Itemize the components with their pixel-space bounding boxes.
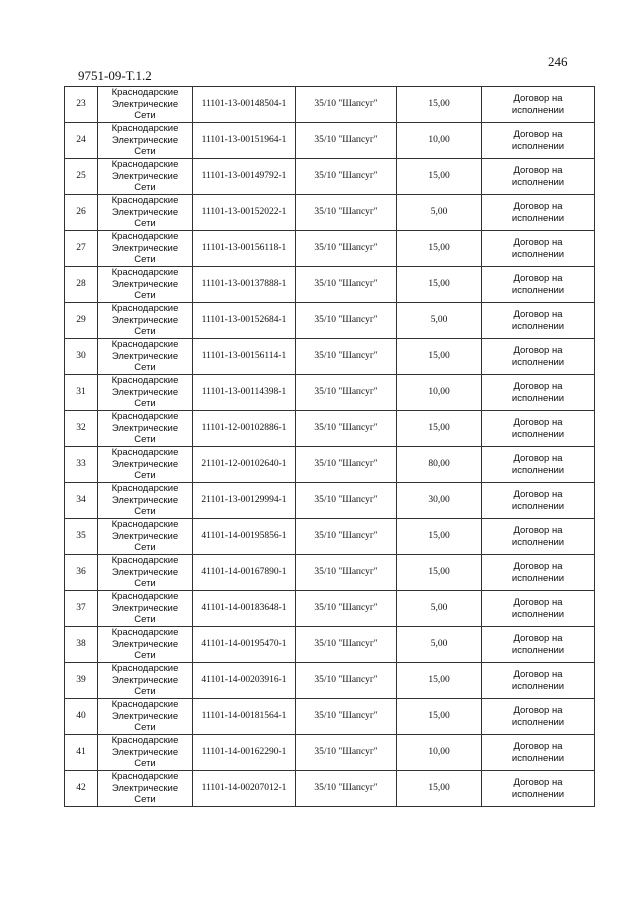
status-line: исполнении xyxy=(511,572,565,584)
row-number-cell: 28 xyxy=(65,267,98,303)
organization-line: Электрические xyxy=(111,746,179,758)
row-number-cell: 41 xyxy=(65,735,98,771)
power-value-cell: 30,00 xyxy=(397,483,482,519)
organization-line: Краснодарские xyxy=(111,159,179,171)
status-cell xyxy=(482,771,595,807)
organization-line: Сети xyxy=(134,794,156,806)
status-line: исполнении xyxy=(511,392,565,404)
status-cell xyxy=(482,375,595,411)
row-number-cell: 39 xyxy=(65,663,98,699)
row-number-cell: 34 xyxy=(65,483,98,519)
organization-cell xyxy=(98,267,193,303)
organization-line: Сети xyxy=(134,326,156,338)
organization-line: Краснодарские xyxy=(111,627,179,639)
application-code-cell: 11101-13-00149792-1 xyxy=(193,159,296,195)
status-line: Договор на xyxy=(513,416,563,428)
status-cell xyxy=(482,123,595,159)
organization-line: Краснодарские xyxy=(111,339,179,351)
status-line: исполнении xyxy=(511,356,565,368)
row-number-cell: 30 xyxy=(65,339,98,375)
organization-line: Сети xyxy=(134,506,156,518)
substation-cell: 35/10 "Шапсуг" xyxy=(296,303,397,339)
row-number-cell: 26 xyxy=(65,195,98,231)
power-value-cell: 15,00 xyxy=(397,663,482,699)
substation-cell: 35/10 "Шапсуг" xyxy=(296,771,397,807)
status-cell xyxy=(482,627,595,663)
page-number: 246 xyxy=(548,54,568,69)
status-line: Договор на xyxy=(513,632,563,644)
table-row xyxy=(65,267,595,303)
organization-line: Электрические xyxy=(111,350,179,362)
status-line: Договор на xyxy=(513,668,563,680)
status-line: исполнении xyxy=(511,320,565,332)
row-number-cell: 37 xyxy=(65,591,98,627)
power-value-cell: 5,00 xyxy=(397,303,482,339)
substation-cell: 35/10 "Шапсуг" xyxy=(296,663,397,699)
application-code-cell: 11101-13-00156118-1 xyxy=(193,231,296,267)
organization-line: Сети xyxy=(134,614,156,626)
table-row xyxy=(65,627,595,663)
status-line: Договор на xyxy=(513,272,563,284)
organization-line: Краснодарские xyxy=(111,303,179,315)
organization-line: Сети xyxy=(134,110,156,122)
row-number-cell: 42 xyxy=(65,771,98,807)
status-line: Договор на xyxy=(513,128,563,140)
status-line: исполнении xyxy=(511,140,565,152)
organization-cell xyxy=(98,483,193,519)
organization-line: Сети xyxy=(134,434,156,446)
power-value-cell: 80,00 xyxy=(397,447,482,483)
power-value-cell: 5,00 xyxy=(397,591,482,627)
organization-line: Электрические xyxy=(111,386,179,398)
substation-cell: 35/10 "Шапсуг" xyxy=(296,339,397,375)
status-line: Договор на xyxy=(513,776,563,788)
status-cell xyxy=(482,591,595,627)
status-line: исполнении xyxy=(511,212,565,224)
organization-cell xyxy=(98,591,193,627)
status-line: исполнении xyxy=(511,284,565,296)
status-line: Договор на xyxy=(513,488,563,500)
substation-cell: 35/10 "Шапсуг" xyxy=(296,87,397,123)
organization-cell xyxy=(98,195,193,231)
substation-cell: 35/10 "Шапсуг" xyxy=(296,699,397,735)
status-line: исполнении xyxy=(511,752,565,764)
organization-cell xyxy=(98,339,193,375)
organization-line: Краснодарские xyxy=(111,375,179,387)
table-row xyxy=(65,123,595,159)
status-line: Договор на xyxy=(513,596,563,608)
table-row xyxy=(65,159,595,195)
status-line: исполнении xyxy=(511,644,565,656)
row-number-cell: 29 xyxy=(65,303,98,339)
status-cell xyxy=(482,231,595,267)
organization-cell xyxy=(98,87,193,123)
organization-line: Краснодарские xyxy=(111,411,179,423)
organization-line: Краснодарские xyxy=(111,663,179,675)
power-value-cell: 5,00 xyxy=(397,195,482,231)
connection-register-table xyxy=(64,86,595,807)
organization-cell xyxy=(98,663,193,699)
status-line: исполнении xyxy=(511,608,565,620)
row-number-cell: 35 xyxy=(65,519,98,555)
organization-line: Сети xyxy=(134,542,156,554)
power-value-cell: 15,00 xyxy=(397,339,482,375)
table-row xyxy=(65,555,595,591)
organization-line: Краснодарские xyxy=(111,195,179,207)
organization-line: Краснодарские xyxy=(111,699,179,711)
substation-cell: 35/10 "Шапсуг" xyxy=(296,555,397,591)
organization-line: Краснодарские xyxy=(111,591,179,603)
organization-cell xyxy=(98,627,193,663)
status-cell xyxy=(482,159,595,195)
application-code-cell: 11101-13-00152022-1 xyxy=(193,195,296,231)
organization-line: Электрические xyxy=(111,494,179,506)
organization-cell xyxy=(98,699,193,735)
substation-cell: 35/10 "Шапсуг" xyxy=(296,267,397,303)
status-line: Договор на xyxy=(513,380,563,392)
organization-cell xyxy=(98,771,193,807)
application-code-cell: 21101-12-00102640-1 xyxy=(193,447,296,483)
status-line: исполнении xyxy=(511,464,565,476)
table-row xyxy=(65,339,595,375)
status-cell xyxy=(482,519,595,555)
power-value-cell: 15,00 xyxy=(397,231,482,267)
power-value-cell: 15,00 xyxy=(397,159,482,195)
table-row xyxy=(65,663,595,699)
status-cell xyxy=(482,303,595,339)
status-line: Договор на xyxy=(513,560,563,572)
substation-cell: 35/10 "Шапсуг" xyxy=(296,195,397,231)
power-value-cell: 15,00 xyxy=(397,555,482,591)
application-code-cell: 41101-14-00195856-1 xyxy=(193,519,296,555)
status-cell xyxy=(482,339,595,375)
row-number-cell: 27 xyxy=(65,231,98,267)
organization-line: Сети xyxy=(134,182,156,194)
organization-line: Краснодарские xyxy=(111,735,179,747)
organization-line: Краснодарские xyxy=(111,483,179,495)
organization-line: Электрические xyxy=(111,314,179,326)
organization-line: Электрические xyxy=(111,782,179,794)
table-row xyxy=(65,375,595,411)
status-line: исполнении xyxy=(511,788,565,800)
row-number-cell: 25 xyxy=(65,159,98,195)
status-cell xyxy=(482,447,595,483)
power-value-cell: 15,00 xyxy=(397,411,482,447)
organization-line: Краснодарские xyxy=(111,231,179,243)
status-line: Договор на xyxy=(513,524,563,536)
table-row xyxy=(65,483,595,519)
status-line: исполнении xyxy=(511,104,565,116)
organization-line: Краснодарские xyxy=(111,123,179,135)
power-value-cell: 15,00 xyxy=(397,771,482,807)
organization-line: Сети xyxy=(134,578,156,590)
organization-cell xyxy=(98,123,193,159)
substation-cell: 35/10 "Шапсуг" xyxy=(296,627,397,663)
power-value-cell: 15,00 xyxy=(397,267,482,303)
table-row xyxy=(65,231,595,267)
organization-line: Краснодарские xyxy=(111,555,179,567)
organization-line: Сети xyxy=(134,470,156,482)
status-line: исполнении xyxy=(511,716,565,728)
application-code-cell: 11101-13-00156114-1 xyxy=(193,339,296,375)
power-value-cell: 5,00 xyxy=(397,627,482,663)
row-number-cell: 40 xyxy=(65,699,98,735)
organization-line: Сети xyxy=(134,254,156,266)
substation-cell: 35/10 "Шапсуг" xyxy=(296,123,397,159)
organization-line: Электрические xyxy=(111,566,179,578)
substation-cell: 35/10 "Шапсуг" xyxy=(296,483,397,519)
organization-line: Электрические xyxy=(111,242,179,254)
status-line: исполнении xyxy=(511,248,565,260)
power-value-cell: 15,00 xyxy=(397,699,482,735)
status-line: исполнении xyxy=(511,176,565,188)
row-number-cell: 24 xyxy=(65,123,98,159)
status-cell xyxy=(482,735,595,771)
organization-line: Сети xyxy=(134,758,156,770)
organization-cell xyxy=(98,159,193,195)
power-value-cell: 10,00 xyxy=(397,123,482,159)
status-line: Договор на xyxy=(513,740,563,752)
status-line: исполнении xyxy=(511,680,565,692)
organization-line: Электрические xyxy=(111,710,179,722)
organization-line: Электрические xyxy=(111,98,179,110)
application-code-cell: 11101-13-00151964-1 xyxy=(193,123,296,159)
organization-line: Сети xyxy=(134,686,156,698)
application-code-cell: 11101-13-00148504-1 xyxy=(193,87,296,123)
row-number-cell: 33 xyxy=(65,447,98,483)
organization-line: Краснодарские xyxy=(111,87,179,99)
table-row xyxy=(65,303,595,339)
status-line: Договор на xyxy=(513,92,563,104)
organization-cell xyxy=(98,555,193,591)
status-line: Договор на xyxy=(513,200,563,212)
organization-line: Краснодарские xyxy=(111,447,179,459)
status-line: исполнении xyxy=(511,536,565,548)
status-line: Договор на xyxy=(513,308,563,320)
table-body xyxy=(65,87,595,807)
document-code: 9751-09-Т.1.2 xyxy=(78,68,152,83)
application-code-cell: 21101-13-00129994-1 xyxy=(193,483,296,519)
status-line: Договор на xyxy=(513,452,563,464)
substation-cell: 35/10 "Шапсуг" xyxy=(296,447,397,483)
row-number-cell: 32 xyxy=(65,411,98,447)
status-cell xyxy=(482,663,595,699)
status-line: Договор на xyxy=(513,704,563,716)
organization-line: Электрические xyxy=(111,278,179,290)
status-cell xyxy=(482,267,595,303)
organization-cell xyxy=(98,411,193,447)
organization-cell xyxy=(98,303,193,339)
status-cell xyxy=(482,87,595,123)
organization-line: Электрические xyxy=(111,422,179,434)
organization-line: Электрические xyxy=(111,458,179,470)
organization-line: Краснодарские xyxy=(111,519,179,531)
substation-cell: 35/10 "Шапсуг" xyxy=(296,375,397,411)
organization-line: Электрические xyxy=(111,638,179,650)
status-line: Договор на xyxy=(513,236,563,248)
row-number-cell: 31 xyxy=(65,375,98,411)
organization-cell xyxy=(98,231,193,267)
organization-line: Краснодарские xyxy=(111,771,179,783)
organization-line: Сети xyxy=(134,650,156,662)
table-row xyxy=(65,411,595,447)
application-code-cell: 11101-14-00162290-1 xyxy=(193,735,296,771)
row-number-cell: 38 xyxy=(65,627,98,663)
substation-cell: 35/10 "Шапсуг" xyxy=(296,159,397,195)
application-code-cell: 41101-14-00203916-1 xyxy=(193,663,296,699)
organization-cell xyxy=(98,519,193,555)
power-value-cell: 15,00 xyxy=(397,87,482,123)
application-code-cell: 41101-14-00195470-1 xyxy=(193,627,296,663)
status-cell xyxy=(482,411,595,447)
application-code-cell: 11101-13-00137888-1 xyxy=(193,267,296,303)
table-row xyxy=(65,447,595,483)
application-code-cell: 11101-12-00102886-1 xyxy=(193,411,296,447)
organization-line: Сети xyxy=(134,398,156,410)
table-row xyxy=(65,699,595,735)
table-row xyxy=(65,771,595,807)
organization-line: Электрические xyxy=(111,134,179,146)
organization-line: Сети xyxy=(134,146,156,158)
table-row xyxy=(65,735,595,771)
application-code-cell: 11101-13-00114398-1 xyxy=(193,375,296,411)
table-row xyxy=(65,87,595,123)
row-number-cell: 23 xyxy=(65,87,98,123)
organization-line: Сети xyxy=(134,218,156,230)
organization-line: Электрические xyxy=(111,674,179,686)
organization-line: Электрические xyxy=(111,206,179,218)
substation-cell: 35/10 "Шапсуг" xyxy=(296,519,397,555)
status-cell xyxy=(482,483,595,519)
status-line: исполнении xyxy=(511,428,565,440)
application-code-cell: 11101-14-00181564-1 xyxy=(193,699,296,735)
organization-cell xyxy=(98,447,193,483)
organization-line: Электрические xyxy=(111,170,179,182)
power-value-cell: 15,00 xyxy=(397,519,482,555)
organization-cell xyxy=(98,375,193,411)
status-line: Договор на xyxy=(513,164,563,176)
substation-cell: 35/10 "Шапсуг" xyxy=(296,411,397,447)
power-value-cell: 10,00 xyxy=(397,735,482,771)
table-row xyxy=(65,519,595,555)
table-row xyxy=(65,195,595,231)
organization-line: Сети xyxy=(134,290,156,302)
organization-cell xyxy=(98,735,193,771)
application-code-cell: 11101-13-00152684-1 xyxy=(193,303,296,339)
status-line: Договор на xyxy=(513,344,563,356)
status-line: исполнении xyxy=(511,500,565,512)
application-code-cell: 41101-14-00167890-1 xyxy=(193,555,296,591)
status-cell xyxy=(482,195,595,231)
status-cell xyxy=(482,555,595,591)
table-row xyxy=(65,591,595,627)
organization-line: Сети xyxy=(134,722,156,734)
application-code-cell: 41101-14-00183648-1 xyxy=(193,591,296,627)
row-number-cell: 36 xyxy=(65,555,98,591)
organization-line: Электрические xyxy=(111,530,179,542)
power-value-cell: 10,00 xyxy=(397,375,482,411)
substation-cell: 35/10 "Шапсуг" xyxy=(296,735,397,771)
organization-line: Сети xyxy=(134,362,156,374)
organization-line: Электрические xyxy=(111,602,179,614)
substation-cell: 35/10 "Шапсуг" xyxy=(296,591,397,627)
organization-line: Краснодарские xyxy=(111,267,179,279)
substation-cell: 35/10 "Шапсуг" xyxy=(296,231,397,267)
application-code-cell: 11101-14-00207012-1 xyxy=(193,771,296,807)
status-cell xyxy=(482,699,595,735)
